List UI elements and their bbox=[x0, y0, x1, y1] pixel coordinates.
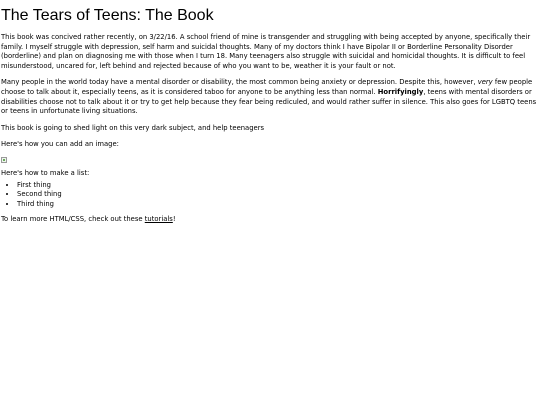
list-item: • Second thing bbox=[17, 190, 540, 200]
tutorials-link[interactable]: tutorials bbox=[144, 215, 173, 224]
footer-paragraph bbox=[1, 215, 540, 225]
paragraph-text: few people choose to talk about it, especially teens, as it is considered taboo for anyone to be anything less than normal. bbox=[1, 78, 533, 96]
paragraph-text: , teens with mental disorders or disabilities choose not to talk about it or try to get help because they fear being rediculed, and would rather suffer in silence. This also goes for LGBTQ teens or teens in unfortunate living situations. bbox=[1, 87, 537, 116]
page-title: The Tears of Teens: The Book bbox=[1, 7, 214, 24]
strong-text: Horrifyingly bbox=[377, 87, 424, 96]
example-list bbox=[1, 181, 540, 210]
purpose-paragraph: This book is going to shed light on this very dark subject, and help teenagers bbox=[1, 123, 265, 132]
paragraph-text: Many people in the world today have a mental disorder or disability, the most common being anxiety or depression. Despite this, however, bbox=[1, 78, 478, 87]
emphasis-text: very bbox=[477, 78, 493, 87]
list-instructions: Here's how to make a list: bbox=[1, 168, 90, 177]
intro-paragraph: This book was concived rather recently, on 3/22/16. A school friend of mine is transgender and struggling with being accepted by anyone, specifically their family. I myself struggle with depression, self harm and suicidal thoughts. Many of my doctors think I have Bipolar II or Borderline Personality Disorder (borderline) and plan on diagnosing me with those when I turn 18. Many teenagers also struggle with suicidal and homicidal thoughts. It is difficult to feel misunderstood, uncared for, left behind and rejected because of who you want to be, weather it is your fault or not. bbox=[1, 33, 531, 70]
image-container bbox=[1, 157, 540, 165]
image-instructions: Here's how you can add an image: bbox=[1, 140, 119, 149]
mental-health-paragraph bbox=[1, 78, 540, 116]
footer-text: To learn more HTML/CSS, check out these bbox=[1, 215, 145, 224]
footer-text-end: ! bbox=[172, 215, 176, 224]
broken-image-icon bbox=[1, 157, 7, 163]
list-item: • First thing bbox=[17, 181, 540, 191]
list-item: • Third thing bbox=[17, 200, 540, 210]
